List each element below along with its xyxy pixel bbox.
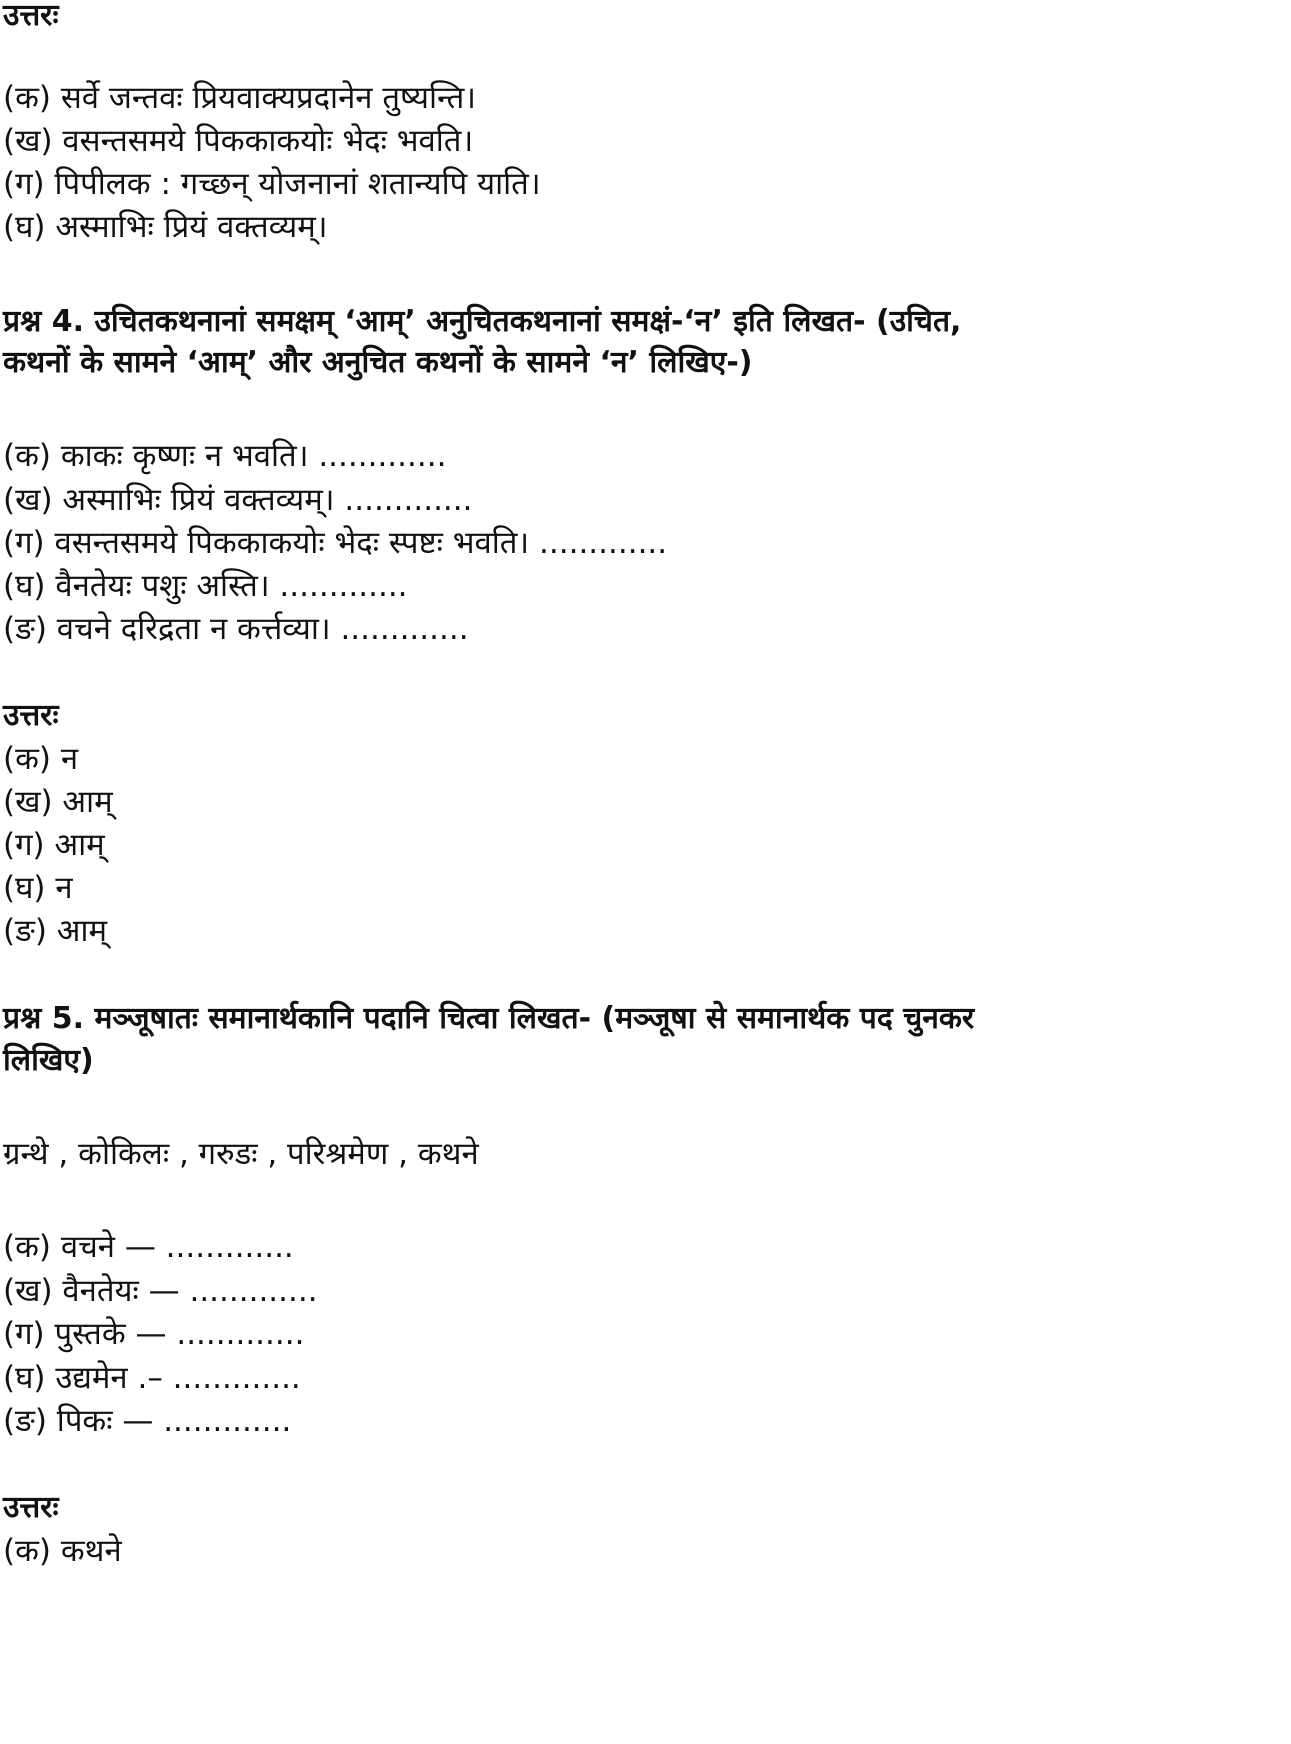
question-5-heading-cont: लिखिए) bbox=[3, 1043, 94, 1078]
answer-item: (क) न bbox=[3, 741, 79, 777]
question-item: (क) काकः कृष्णः न भवति। ............. bbox=[3, 438, 447, 474]
answer-label: उत्तरः bbox=[3, 0, 59, 33]
answer-item: (ख) आम् bbox=[3, 784, 113, 820]
answer-item: (क) सर्वे जन्तवः प्रियवाक्यप्रदानेन तुष्यन्ति। bbox=[3, 80, 476, 116]
question-item: (घ) उद्यमेन .– ............. bbox=[3, 1360, 301, 1396]
question-item: (ख) वैनतेयः — ............. bbox=[3, 1273, 318, 1309]
answer-label: उत्तरः bbox=[3, 1490, 59, 1525]
question-5-heading: प्रश्न 5. मञ्जूषातः समानार्थकानि पदानि चित्वा लिखत- (मञ्जूषा से समानार्थक पद चुनकर bbox=[3, 1001, 975, 1036]
question-item: (ङ) पिकः — ............. bbox=[3, 1403, 292, 1439]
answer-item: (ङ) आम् bbox=[3, 913, 108, 949]
question-item: (ङ) वचने दरिद्रता न कर्त्तव्या। ............. bbox=[3, 611, 469, 647]
question-4-heading: प्रश्न 4. उचितकथनानां समक्षम् ‘आम्’ अनुचितकथनानां समक्षं-‘न’ इति लिखत- (उचित, bbox=[3, 304, 962, 339]
answer-item: (ख) वसन्तसमये पिककाकयोः भेदः भवति। bbox=[3, 123, 474, 159]
question-item: (घ) वैनतेयः पशुः अस्ति। ............. bbox=[3, 568, 408, 604]
question-item: (ख) अस्माभिः प्रियं वक्तव्यम्। ............. bbox=[3, 482, 473, 518]
answer-item: (ग) आम् bbox=[3, 827, 105, 863]
question-item: (ग) पुस्तके — ............. bbox=[3, 1316, 305, 1352]
answer-item: (घ) न bbox=[3, 870, 73, 906]
question-item: (क) वचने — ............. bbox=[3, 1229, 294, 1265]
answer-item: (ग) पिपीलक : गच्छन् योजनानां शतान्यपि याति। bbox=[3, 166, 541, 202]
answer-item: (घ) अस्माभिः प्रियं वक्तव्यम्। bbox=[3, 209, 328, 245]
answer-label: उत्तरः bbox=[3, 698, 59, 733]
question-item: (ग) वसन्तसमये पिककाकयोः भेदः स्पष्टः भवति। ............. bbox=[3, 525, 668, 561]
word-box: ग्रन्थे , कोकिलः , गरुडः , परिश्रमेण , कथने bbox=[3, 1136, 479, 1172]
answer-item: (क) कथने bbox=[3, 1533, 122, 1569]
question-4-heading-cont: कथनों के सामने ‘आम्’ और अनुचित कथनों के सामने ‘न’ लिखिए-) bbox=[3, 345, 753, 380]
